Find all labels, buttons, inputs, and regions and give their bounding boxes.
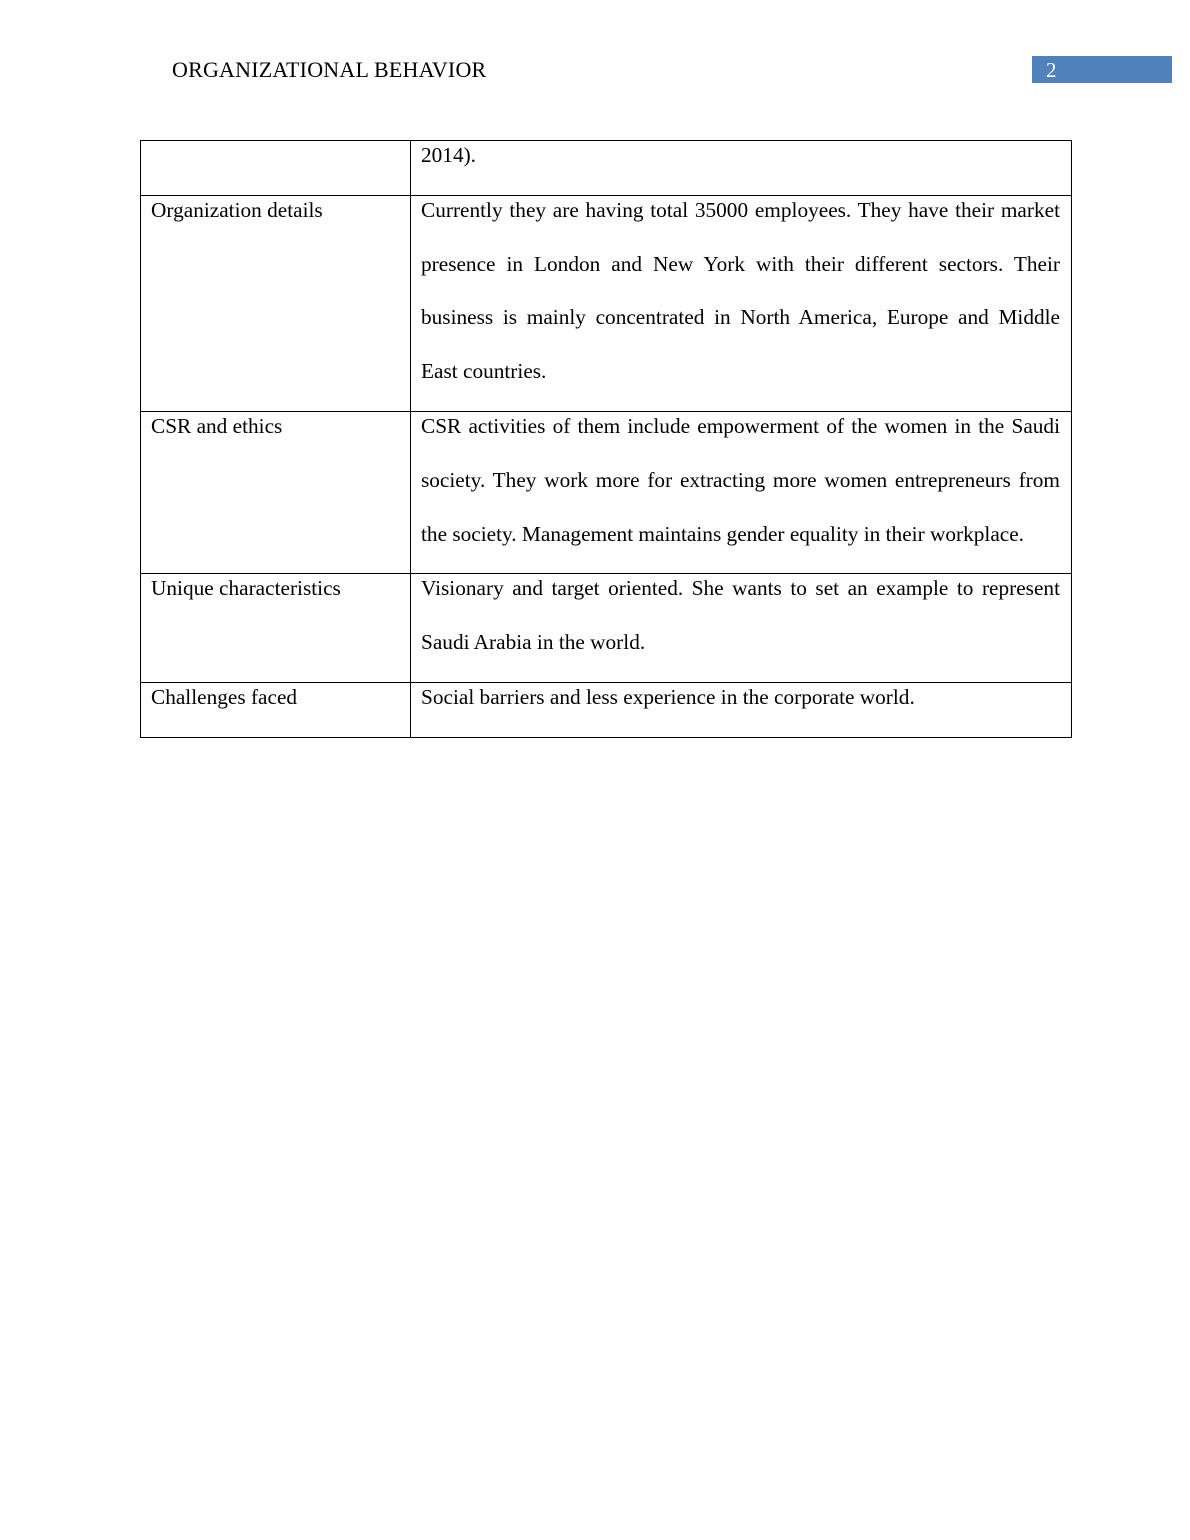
running-head-title: ORGANIZATIONAL BEHAVIOR <box>172 57 487 82</box>
table-cell-label <box>141 195 411 411</box>
table-row <box>141 682 1072 737</box>
table-row <box>141 411 1072 573</box>
row-content: 2014). <box>421 143 477 167</box>
row-content: Visionary and target oriented. She wants to set an example to represent Saudi Arabia in the world. <box>421 576 1060 655</box>
row-content: CSR activities of them include empowerment of the women in the Saudi society. They work more for extracting more women entrepreneurs from the society. Management maintains gender equality in their workplace. <box>421 413 1060 546</box>
page-number-box <box>1032 56 1172 83</box>
table-cell-label <box>141 682 411 737</box>
page-number: 2 <box>1046 58 1057 82</box>
table-row <box>141 574 1072 683</box>
row-label <box>151 129 399 141</box>
table-cell-label <box>141 411 411 573</box>
row-label: Challenges faced <box>151 684 298 709</box>
row-label: CSR and ethics <box>151 413 283 438</box>
row-label: Unique characteristics <box>151 576 341 601</box>
table-row <box>141 195 1072 411</box>
row-content: Social barriers and less experience in the corporate world. <box>421 684 915 709</box>
table-cell-content <box>411 682 1072 737</box>
table-cell-content <box>411 574 1072 683</box>
table-cell-content <box>411 411 1072 573</box>
row-content: Currently they are having total 35000 employees. They have their market presence in London and New York with their different sectors. Their business is mainly concentrated in North America, Europe and Middle East countries. <box>421 197 1060 384</box>
table-cell-label <box>141 574 411 683</box>
details-table <box>140 140 1072 738</box>
table-cell-content <box>411 195 1072 411</box>
row-label: Organization details <box>151 197 323 222</box>
